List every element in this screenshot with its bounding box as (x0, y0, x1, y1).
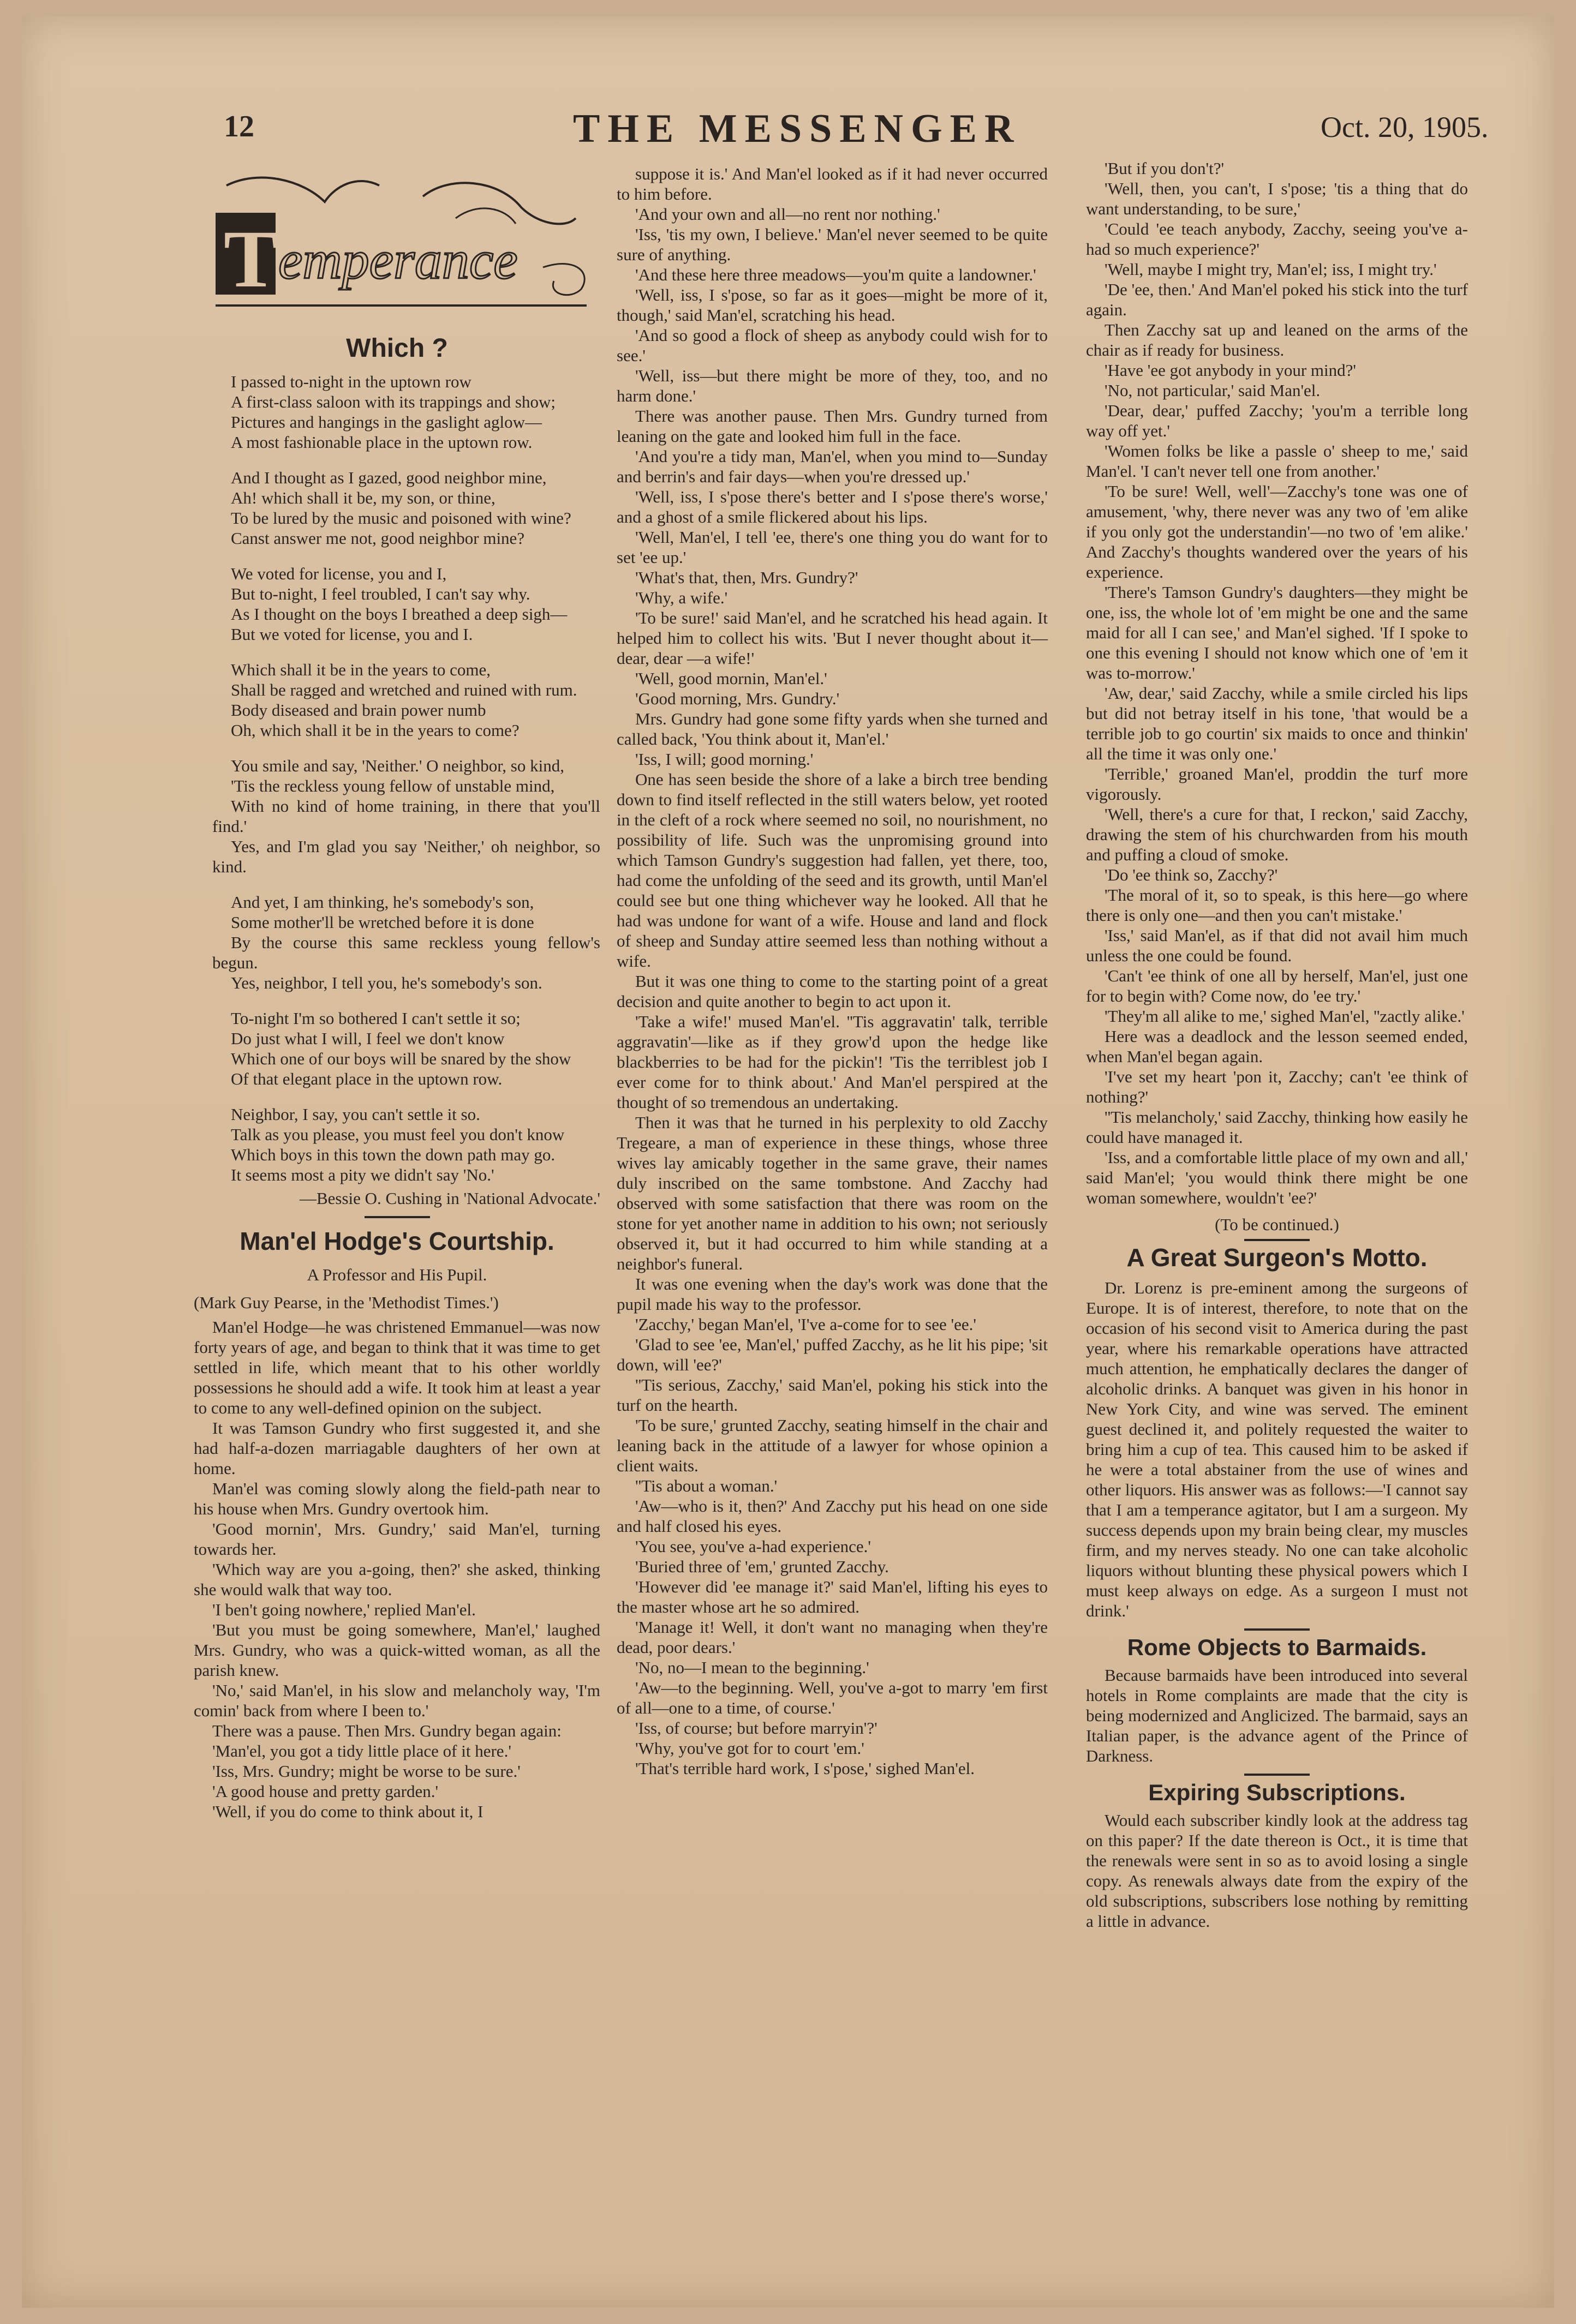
story-paragraph: ''Tis serious, Zacchy,' said Man'el, poking his stick into the turf on the hearth. (617, 1375, 1048, 1415)
story-paragraph: 'What's that, then, Mrs. Gundry?' (635, 568, 858, 587)
poem-line: Neighbor, I say, you can't settle it so. (231, 1105, 480, 1124)
surgeon-title: A Great Surgeon's Motto. (1126, 1243, 1428, 1272)
story-paragraph: 'Iss, of course; but before marryin'?' (635, 1718, 877, 1738)
story-paragraph: 'No, not particular,' said Man'el. (1105, 381, 1321, 400)
rome-body: Because barmaids have been introduced into several hotels in Rome complaints are made that the city is being modernized and Anglicized. The barmaid, says an Italian paper, is the advance agent of the Prince of Darkness. (1086, 1666, 1468, 1765)
story-paragraph: But it was one thing to come to the starting point of a great decision and quite another to begin to act upon it. (617, 972, 1048, 1011)
poem-line: But we voted for license, you and I. (231, 625, 473, 644)
story-paragraph: 'To be sure! Well, well'—Zacchy's tone was one of amusement, 'why, there never was any two of 'em alike if you only got the understandin'—no two of 'em alike.' And Zacchy's thoughts wandered over the years of his experience. (1086, 482, 1468, 582)
poem-line: And I thought as I gazed, good neighbor mine, (231, 468, 547, 487)
story-paragraph: 'Iss, I will; good morning.' (635, 750, 814, 769)
section-divider (1244, 1239, 1310, 1241)
story-paragraph: 'And your own and all—no rent nor nothing.' (635, 205, 940, 224)
poem-line: Ah! which shall it be, my son, or thine, (231, 488, 496, 507)
story-paragraph: 'Iss, Mrs. Gundry; might be worse to be sure.' (212, 1762, 521, 1781)
story-paragraph: 'But you must be going somewhere, Man'el,' laughed Mrs. Gundry, who was a quick-witted woman, as all the parish knew. (194, 1620, 600, 1680)
story-paragraph: There was another pause. Then Mrs. Gundry turned from leaning on the gate and looked him full in the face. (617, 406, 1048, 446)
story-paragraph: 'Man'el, you got a tidy little place of it here.' (212, 1741, 511, 1760)
story-paragraph: 'Good morning, Mrs. Gundry.' (635, 689, 840, 708)
story-paragraph: 'No, no—I mean to the beginning.' (635, 1658, 869, 1677)
story-paragraph: ''Tis about a woman.' (635, 1476, 778, 1495)
poem-line: With no kind of home training, in there that you'll find.' (212, 796, 600, 836)
story-paragraph: 'Glad to see 'ee, Man'el,' puffed Zacchy, as he lit his pipe; 'sit down, will 'ee?' (617, 1335, 1048, 1374)
story-paragraph: 'Have 'ee got anybody in your mind?' (1105, 361, 1356, 380)
story-paragraph: 'Terrible,' groaned Man'el, proddin the turf more vigorously. (1086, 764, 1468, 804)
story-paragraph: 'The moral of it, so to speak, is this here—go where there is only one—and then you can't mistake.' (1086, 885, 1468, 925)
surgeon-body: Dr. Lorenz is pre-eminent among the surgeons of Europe. It is of interest, therefore, to note that on the occasion of his second visit to America during the past year, where his remarkable operations have attracted much attention, he emphatically declares the danger of alcoholic drinks. A banquet was given in his honor in New York City, and wine was served. The eminent guest declined it, and politely requested the waiter to bring him a cup of tea. This caused him to be asked if he were a total abstainer from the use of wines and other liquors. His answer was as follows:—'I cannot say that I am a temperance agitator, but I am a surgeon. My success depends upon my brain being clear, my muscles firm, and my nerves steady. No one can take alcoholic liquors without blunting these physical powers which I must keep always on edge. As a surgeon I must not drink.' (1086, 1278, 1468, 1620)
poem-line: But to-night, I feel troubled, I can't say why. (231, 584, 530, 603)
poem-line: Shall be ragged and wretched and ruined with rum. (231, 680, 577, 699)
poem-line: A first-class saloon with its trappings and show; (231, 392, 556, 411)
story-paragraph: 'A good house and pretty garden.' (212, 1782, 439, 1801)
story-paragraph: 'Manage it! Well, it don't want no managing when they're dead, poor dears.' (617, 1618, 1048, 1657)
section-divider (1244, 1774, 1310, 1776)
issue-date: Oct. 20, 1905. (1321, 111, 1489, 143)
story-paragraph: 'Dear, dear,' puffed Zacchy; 'you'm a terrible long way off yet.' (1086, 401, 1468, 440)
story-paragraph: 'Well, iss, I s'pose there's better and I s'pose there's worse,' and a ghost of a smile flickered about his lips. (617, 487, 1048, 526)
poem-stanza (194, 892, 600, 993)
poem-line: Oh, which shall it be in the years to come? (231, 721, 520, 740)
poem-line: Canst answer me not, good neighbor mine? (231, 529, 525, 548)
story-paragraph: 'To be sure!' said Man'el, and he scratched his head again. It helped him to collect his wits. 'But I never thought about it—dear, dear —a wife!' (617, 608, 1048, 668)
poem-line: Yes, neighbor, I tell you, he's somebody's son. (231, 973, 542, 992)
story-paragraph: 'Well, iss, I s'pose, so far as it goes—might be more of it, though,' said Man'el, scratching his head. (617, 285, 1048, 325)
story-paragraph: Mrs. Gundry had gone some fifty yards when she turned and called back, 'You think about it, Man'el.' (617, 709, 1048, 748)
column-2 (617, 164, 1048, 1778)
poem-attribution: —Bessie O. Cushing in 'National Advocate.' (299, 1189, 600, 1208)
story-paragraph: 'Well, if you do come to think about it, I (212, 1802, 483, 1821)
poem-line: As I thought on the boys I breathed a deep sigh— (231, 604, 568, 624)
story-paragraph: 'And so good a flock of sheep as anybody could wish for to see.' (617, 326, 1048, 365)
story-paragraph: 'Well, maybe I might try, Man'el; iss, I might try.' (1105, 260, 1437, 279)
story-paragraph: 'Iss, and a comfortable little place of my own and all,' said Man'el; 'you would think there might be one woman somewhere, wouldn't 'ee?' (1086, 1148, 1468, 1207)
story-paragraph: 'Can't 'ee think of one all by herself, Man'el, just one for to begin with? Come now, do 'ee try.' (1086, 966, 1468, 1005)
svg-text:T: T (224, 214, 279, 304)
story-paragraph: 'Zacchy,' began Man'el, 'I've a-come for to see 'ee.' (635, 1315, 976, 1334)
story-subtitle: A Professor and His Pupil. (307, 1265, 487, 1284)
poem-line: It seems most a pity we didn't say 'No.' (231, 1165, 494, 1184)
poem-body (194, 372, 600, 1208)
poem-line: Which one of our boys will be snared by the show (231, 1049, 571, 1068)
story-paragraph: 'I've set my heart 'pon it, Zacchy; can't 'ee think of nothing?' (1086, 1067, 1468, 1106)
story-paragraph: It was Tamson Gundry who first suggested it, and she had half-a-dozen marriagable daughters of her own at home. (194, 1418, 600, 1478)
page-header (0, 98, 1576, 164)
story-paragraph: 'Why, a wife.' (635, 588, 728, 607)
story-paragraph: 'Could 'ee teach anybody, Zacchy, seeing you've a-had so much experience?' (1086, 219, 1468, 259)
story-paragraph: Here was a deadlock and the lesson seemed ended, when Man'el began again. (1086, 1027, 1468, 1066)
poem-line: Which boys in this town the down path may go. (231, 1145, 556, 1164)
story-paragraph: 'Well, there's a cure for that, I reckon,' said Zacchy, drawing the stem of his churchwarden from his mouth and puffing a cloud of smoke. (1086, 805, 1468, 864)
story-paragraph: 'But if you don't?' (1105, 159, 1225, 178)
rome-title: Rome Objects to Barmaids. (1127, 1634, 1427, 1660)
temperance-banner (194, 164, 600, 327)
story-paragraph: 'To be sure,' grunted Zacchy, seating himself in the chair and leaning back in the attitude of a lawyer for whose opinion a client waits. (617, 1416, 1048, 1475)
poem-line: Talk as you please, you must feel you don't know (231, 1125, 565, 1144)
story-paragraph: 'Iss,' said Man'el, as if that did not avail him much unless the one could be found. (1086, 926, 1468, 965)
story-paragraph: 'Well, iss—but there might be more of they, too, and no harm done.' (617, 366, 1048, 405)
story-paragraph: 'No,' said Man'el, in his slow and melancholy way, 'I'm comin' back from where I been to.' (194, 1681, 600, 1720)
story-paragraph: 'Aw—who is it, then?' And Zacchy put his head on one side and half closed his eyes. (617, 1496, 1048, 1536)
poem-stanza (194, 1104, 600, 1185)
poem-stanza (194, 564, 600, 644)
poem-line: Body diseased and brain power numb (231, 700, 486, 720)
story-paragraph: 'However did 'ee manage it?' said Man'el, lifting his eyes to the master whose art he so admired. (617, 1577, 1048, 1616)
column-3 (1086, 158, 1468, 1931)
poem-line: And yet, I am thinking, he's somebody's son, (231, 893, 534, 912)
story-paragraph: 'De 'ee, then.' And Man'el poked his stick into the turf again. (1086, 280, 1468, 319)
to-be-continued: (To be continued.) (1215, 1215, 1339, 1234)
poem-stanza (194, 468, 600, 548)
story-paragraph: 'Which way are you a-going, then?' she asked, thinking she would walk that way too. (194, 1560, 600, 1599)
poem-line: We voted for license, you and I, (231, 564, 447, 583)
poem-stanza (194, 660, 600, 740)
story-paragraph: Then Zacchy sat up and leaned on the arms of the chair as if ready for business. (1086, 320, 1468, 360)
section-divider (365, 1216, 430, 1218)
page-number: 12 (224, 110, 254, 143)
poem-stanza (194, 756, 600, 877)
story-paragraph: One has seen beside the shore of a lake a birch tree bending down to find itself reflected in the still waters below, yet rooted in the cleft of a rock where seemed no soil, no nourishment, no possibility of life. Such was the unpromising ground into which Tamson Gundry's suggestion had fallen, yet there, too, had come the unfolding of the seed and its growth, until Man'el could see but one thing whichever way he looked. All that he had was undone for want of a wife. House and land and flock of sheep and Sunday attire seemed less than nothing without a wife. (617, 770, 1048, 971)
story-paragraph: 'And these here three meadows—you'm quite a landowner.' (635, 265, 1036, 284)
story-paragraph: 'Women folks be like a passle o' sheep to me,' said Man'el. 'I can't never tell one from another.' (1086, 441, 1468, 481)
story-paragraph: 'They'm all alike to me,' sighed Man'el, ''zactly alike.' (1105, 1007, 1465, 1026)
column-1 (194, 164, 600, 1822)
story-paragraph: Man'el was coming slowly along the field-path near to his house when Mrs. Gundry overtook him. (194, 1479, 600, 1518)
expiring-title: Expiring Subscriptions. (1148, 1780, 1406, 1805)
poem-line: I passed to-night in the uptown row (231, 372, 471, 391)
story-paragraph: 'Good mornin', Mrs. Gundry,' said Man'el, turning towards her. (194, 1519, 600, 1559)
svg-text:emperance: emperance (278, 230, 518, 290)
story-paragraph: suppose it is.' And Man'el looked as if it had never occurred to him before. (617, 164, 1048, 203)
story-paragraph: It was one evening when the day's work was done that the pupil made his way to the professor. (617, 1274, 1048, 1314)
story-source: (Mark Guy Pearse, in the 'Methodist Times.') (194, 1293, 499, 1312)
poem-line: Some mother'll be wretched before it is done (231, 913, 534, 932)
poem-line: To-night I'm so bothered I can't settle it so; (231, 1009, 521, 1028)
poem-line: Of that elegant place in the uptown row. (231, 1069, 503, 1088)
poem-title: Which ? (346, 334, 448, 363)
poem-stanza (194, 1008, 600, 1089)
story-paragraph: 'Well, good mornin, Man'el.' (635, 669, 827, 688)
temperance-ornament (194, 164, 600, 327)
story-paragraph: 'There's Tamson Gundry's daughters—they might be one, iss, the whole lot of 'em might be one and the same maid for all I can see,' and Man'el sighed. 'If I spoke to one this evening I should not know which one of 'em it was to-morrow.' (1086, 583, 1468, 682)
newspaper-title: THE MESSENGER (573, 106, 1022, 151)
story-paragraph: ''Tis melancholy,' said Zacchy, thinking how easily he could have managed it. (1086, 1107, 1468, 1147)
story-paragraph: 'Iss, 'tis my own, I believe.' Man'el never seemed to be quite sure of anything. (617, 225, 1048, 264)
poem-line: Which shall it be in the years to come, (231, 660, 491, 679)
poem-line: Pictures and hangings in the gaslight aglow— (231, 412, 542, 432)
poem-line: 'Tis the reckless young fellow of unstable mind, (231, 776, 555, 795)
story-paragraph: Man'el Hodge—he was christened Emmanuel—was now forty years of age, and began to think that it was time to get settled in life, which meant that to his other worldly possessions he should add a wife. It took him at least a year to come to any well-defined opinion on the subject. (194, 1317, 600, 1417)
poem-line: You smile and say, 'Neither.' O neighbor, so kind, (231, 756, 564, 775)
poem-line: By the course this same reckless young fellow's begun. (212, 933, 600, 972)
poem-line: To be lured by the music and poisoned with wine? (231, 508, 571, 528)
poem-stanza (194, 372, 600, 452)
story-paragraph: 'You see, you've a-had experience.' (635, 1537, 871, 1556)
story-paragraph: There was a pause. Then Mrs. Gundry began again: (212, 1721, 562, 1740)
story-paragraph: 'Aw, dear,' said Zacchy, while a smile circled his lips but did not betray itself in his tone, 'that would be a terrible job to go courtin' six maids to once and thinkin' all the time it was only one.' (1086, 684, 1468, 763)
story-paragraph: 'That's terrible hard work, I s'pose,' sighed Man'el. (635, 1759, 975, 1778)
expiring-body: Would each subscriber kindly look at the address tag on this paper? If the date thereon is Oct., it is time that the renewals were sent in so as to avoid losing a single copy. As renewals always date from the expiry of the old subscriptions, subscribers lose nothing by remitting a little in advance. (1086, 1811, 1468, 1931)
story-paragraph: 'Well, then, you can't, I s'pose; 'tis a thing that do want understanding, to be sure,' (1086, 179, 1468, 218)
story-paragraph: 'Aw—to the beginning. Well, you've a-got to marry 'em first of all—one to a time, of course.' (617, 1678, 1048, 1717)
story-title: Man'el Hodge's Courtship. (240, 1227, 554, 1255)
story-paragraph: 'I ben't going nowhere,' replied Man'el. (212, 1600, 476, 1619)
story-paragraph: Then it was that he turned in his perplexity to old Zacchy Tregeare, a man of experience in these things, whose three wives lay amicably together in the same grave, their names duly inscribed on the same tombstone. And Zacchy had observed with some satisfaction that there was room on the stone for yet another name in addition to his own; not seriously observed it, but it had occurred to him while standing at a neighbor's funeral. (617, 1113, 1048, 1273)
story-paragraph: 'Why, you've got for to court 'em.' (635, 1739, 864, 1758)
story-paragraph: 'And you're a tidy man, Man'el, when you mind to—Sunday and berrin's and fair days—when you're dressed up.' (617, 447, 1048, 486)
story-paragraph: 'Take a wife!' mused Man'el. ''Tis aggravatin' talk, terrible aggravatin'—like as if they grow'd upon the hedge like blackberries to be had for the pickin'! 'Tis the terriblest job I ever come for to think about.' And Man'el perspired at the thought of so tremendous an undertaking. (617, 1012, 1048, 1112)
poem-line: Yes, and I'm glad you say 'Neither,' oh neighbor, so kind. (212, 837, 600, 876)
story-paragraph: 'Well, Man'el, I tell 'ee, there's one thing you do want for to set 'ee up.' (617, 528, 1048, 567)
story-paragraph: 'Do 'ee think so, Zacchy?' (1105, 865, 1278, 884)
story-paragraph: 'Buried three of 'em,' grunted Zacchy. (635, 1557, 889, 1576)
poem-line: Do just what I will, I feel we don't know (231, 1029, 505, 1048)
poem-line: A most fashionable place in the uptown row. (231, 433, 533, 452)
section-divider (1244, 1628, 1310, 1631)
